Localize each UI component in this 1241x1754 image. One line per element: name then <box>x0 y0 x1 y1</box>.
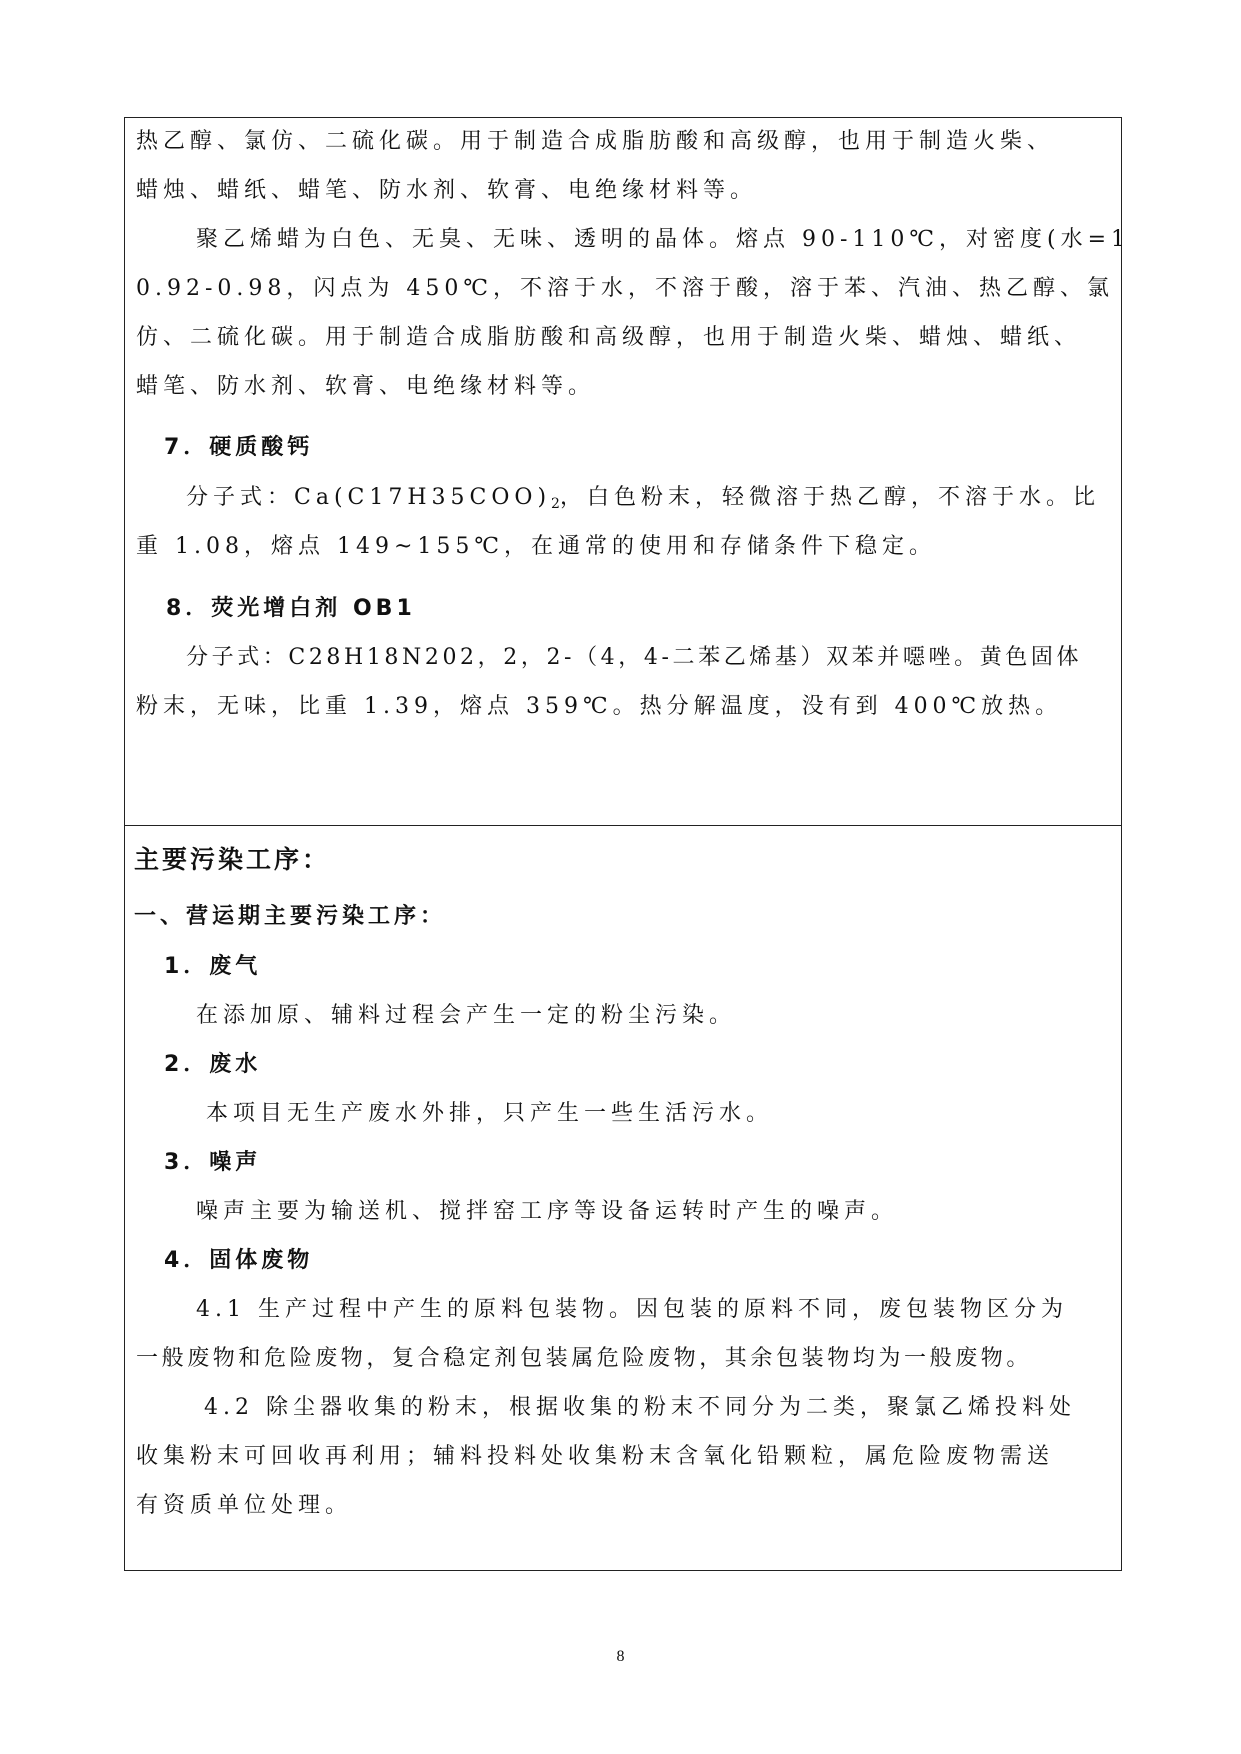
body-text-line: 4.1 生产过程中产生的原料包装物。因包装的原料不同，废包装物区分为 <box>196 1297 1068 1322</box>
pollution-title: 主要污染工序： <box>134 845 331 874</box>
section-heading-calcium-stearate: 7．硬质酸钙 <box>164 435 314 460</box>
body-text-line: 蜡烛、蜡纸、蜡笔、防水剂、软膏、电绝缘材料等。 <box>136 178 758 203</box>
body-text-line: 仿、二硫化碳。用于制造合成脂肪酸和高级醇，也用于制造火柴、蜡烛、蜡纸、 <box>136 325 1082 350</box>
subsection-heading-wastewater: 2．废水 <box>164 1052 262 1077</box>
subsection-heading-solid-waste: 4．固体废物 <box>164 1248 314 1273</box>
body-text-line: 有资质单位处理。 <box>136 1493 353 1518</box>
subsection-heading-noise: 3．噪声 <box>164 1150 262 1175</box>
formula-suffix: ，白色粉末，轻微溶于热乙醇，不溶于水。比 <box>559 485 1100 510</box>
body-text-line: 热乙醇、氯仿、二硫化碳。用于制造合成脂肪酸和高级醇，也用于制造火柴、 <box>136 129 1055 154</box>
body-text-line: 本项目无生产废水外排，只产生一些生活污水。 <box>206 1101 774 1126</box>
formula-prefix: 分子式：Ca(C17H35COO) <box>186 485 552 510</box>
body-text-line: 4.2 除尘器收集的粉末，根据收集的粉末不同分为二类，聚氯乙烯投料处 <box>204 1395 1076 1420</box>
table-row-divider <box>124 825 1122 826</box>
body-text-line: 0.92-0.98，闪点为 450℃，不溶于水，不溶于酸，溶于苯、汽油、热乙醇、氯 <box>136 276 1114 301</box>
body-text-line: 噪声主要为输送机、搅拌窑工序等设备运转时产生的噪声。 <box>196 1199 899 1224</box>
body-text-line: 收集粉末可回收再利用；辅料投料处收集粉末含氧化铅颗粒，属危险废物需送 <box>136 1444 1055 1469</box>
body-text-line: 一般废物和危险废物，复合稳定剂包装属危险废物，其余包装物均为一般废物。 <box>136 1346 1033 1371</box>
page-number: 8 <box>616 1648 625 1665</box>
body-text-line: 在添加原、辅料过程会产生一定的粉尘污染。 <box>196 1003 737 1028</box>
body-text-line <box>186 483 1100 519</box>
body-text-line: 聚乙烯蜡为白色、无臭、无味、透明的晶体。熔点 90-110℃，对密度(水=1 <box>196 227 1131 252</box>
section-heading-brightener: 8．荧光增白剂 OB1 <box>166 596 416 621</box>
body-text-line: 分子式：C28H18N202，2，2-（4，4-二苯乙烯基）双苯并噁唑。黄色固体 <box>186 645 1083 670</box>
body-text-line: 蜡笔、防水剂、软膏、电绝缘材料等。 <box>136 374 596 399</box>
phase-heading: 一、营运期主要污染工序： <box>134 904 447 929</box>
subsection-heading-exhaust: 1．废气 <box>164 954 262 979</box>
body-text-line: 重 1.08，熔点 149~155℃，在通常的使用和存储条件下稳定。 <box>136 534 936 559</box>
body-text-line: 粉末，无味，比重 1.39，熔点 359℃。热分解温度，没有到 400℃放热。 <box>136 694 1063 719</box>
formula-subscript: 2 <box>551 496 560 512</box>
